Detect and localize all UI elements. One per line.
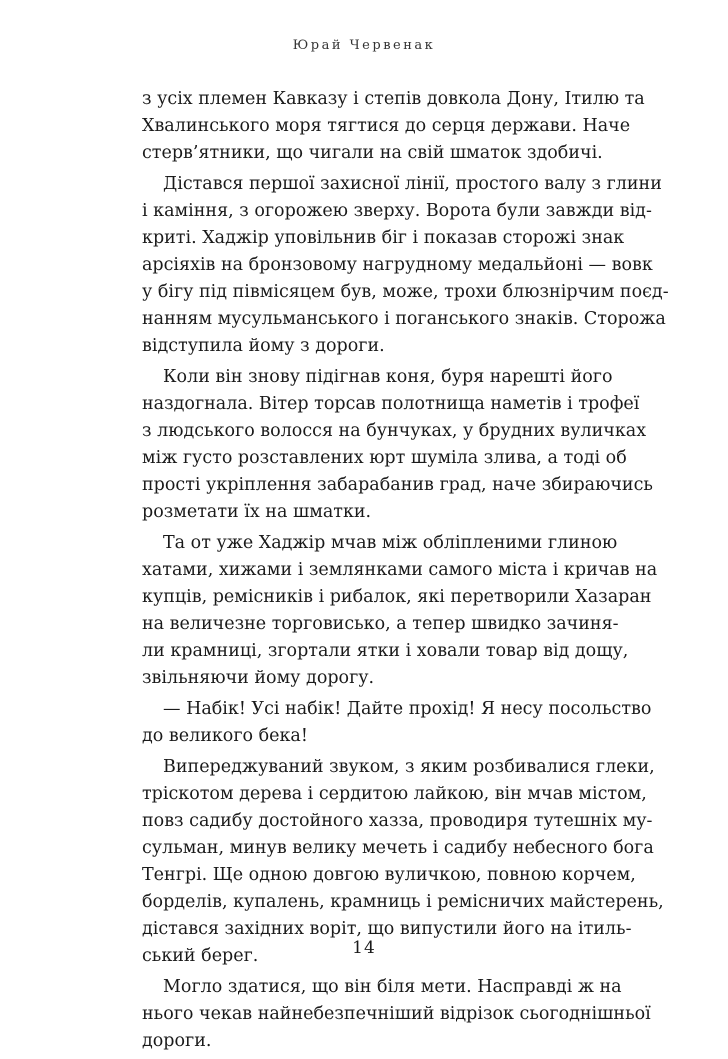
text-line: ський берег. bbox=[142, 946, 259, 966]
text-line: розметати їх на шматки. bbox=[142, 502, 372, 522]
paragraph bbox=[142, 171, 669, 360]
text-line: нього чекав найнебезпечніший відрізок сьогоднішньої bbox=[142, 1004, 651, 1024]
running-header-author: Юрай Червенак bbox=[292, 38, 436, 53]
text-line: Випереджуваний звуком, з яким розбивалися глеки, bbox=[163, 757, 655, 777]
text-line: сульман, минув велику мечеть і садибу небесного бога bbox=[142, 838, 654, 858]
paragraph bbox=[142, 86, 645, 167]
page-number: 14 bbox=[352, 938, 376, 958]
text-line: звільняючи йому дорогу. bbox=[142, 668, 375, 688]
text-line: арсіяхів на бронзовому нагрудному медальйоні — вовк bbox=[142, 255, 653, 275]
text-line: — Набік! Усі набік! Дайте прохід! Я несу посольство bbox=[163, 699, 652, 719]
text-line: нанням мусульманського і поганського знаків. Сторожа bbox=[142, 309, 666, 329]
body-text bbox=[142, 86, 669, 1059]
text-line: наздогнала. Вітер торсав полотнища наметів і трофеї bbox=[142, 394, 640, 414]
text-line: і каміння, з огорожею зверху. Ворота були завжди від- bbox=[142, 201, 652, 221]
text-line: борделів, купалень, крамниць і ремісничих майстерень, bbox=[142, 892, 664, 912]
text-line: Дістався першої захисної лінії, простого валу з глини bbox=[163, 174, 662, 194]
text-line: Хвалинського моря тягтися до серця держави. Наче bbox=[142, 116, 631, 136]
text-line: дороги. bbox=[142, 1031, 212, 1051]
text-line: відступила йому з дороги. bbox=[142, 336, 385, 356]
text-line: Коли він знову підігнав коня, буря нарешті його bbox=[163, 367, 613, 387]
paragraph bbox=[142, 696, 652, 750]
text-line: повз садибу достойного хазза, проводиря тутешніх му- bbox=[142, 811, 653, 831]
text-line: хатами, хижами і землянками самого міста і кричав на bbox=[142, 560, 658, 580]
text-line: з усіх племен Кавказу і степів довкола Дону, Ітилю та bbox=[142, 89, 645, 109]
paragraph bbox=[142, 530, 658, 692]
text-line: між густо розставлених юрт шуміла злива, а тоді об bbox=[142, 448, 627, 468]
text-line: у бігу під півмісяцем був, може, трохи блюзнірчим поєд- bbox=[142, 282, 669, 302]
text-line: прості укріплення забарабанив град, наче збираючись bbox=[142, 475, 653, 495]
text-line: до великого бека! bbox=[142, 726, 308, 746]
text-line: стерв’ятники, що чигали на свій шматок здобичі. bbox=[142, 143, 603, 163]
text-line: на величезне торговисько, а тепер швидко зачиня- bbox=[142, 614, 619, 634]
text-line: Тенгрі. Ще одною довгою вуличкою, повною корчем, bbox=[142, 865, 636, 885]
text-line: Та от уже Хаджір мчав між обліпленими глиною bbox=[163, 533, 618, 553]
text-line: тріскотом дерева і сердитою лайкою, він мчав містом, bbox=[142, 784, 647, 804]
paragraph bbox=[142, 974, 651, 1055]
text-line: купців, ремісників і рибалок, які перетворили Хазаран bbox=[142, 587, 652, 607]
text-line: дістався західних воріт, що випустили його на ітиль- bbox=[142, 919, 632, 939]
text-line: з людського волосся на бунчуках, у брудних вуличках bbox=[142, 421, 647, 441]
paragraph bbox=[142, 364, 653, 526]
text-line: ли крамниці, згортали ятки і ховали товар від дощу, bbox=[142, 641, 629, 661]
text-line: Могло здатися, що він біля мети. Насправді ж на bbox=[163, 977, 622, 997]
text-line: криті. Хаджір уповільнив біг і показав сторожі знак bbox=[142, 228, 625, 248]
